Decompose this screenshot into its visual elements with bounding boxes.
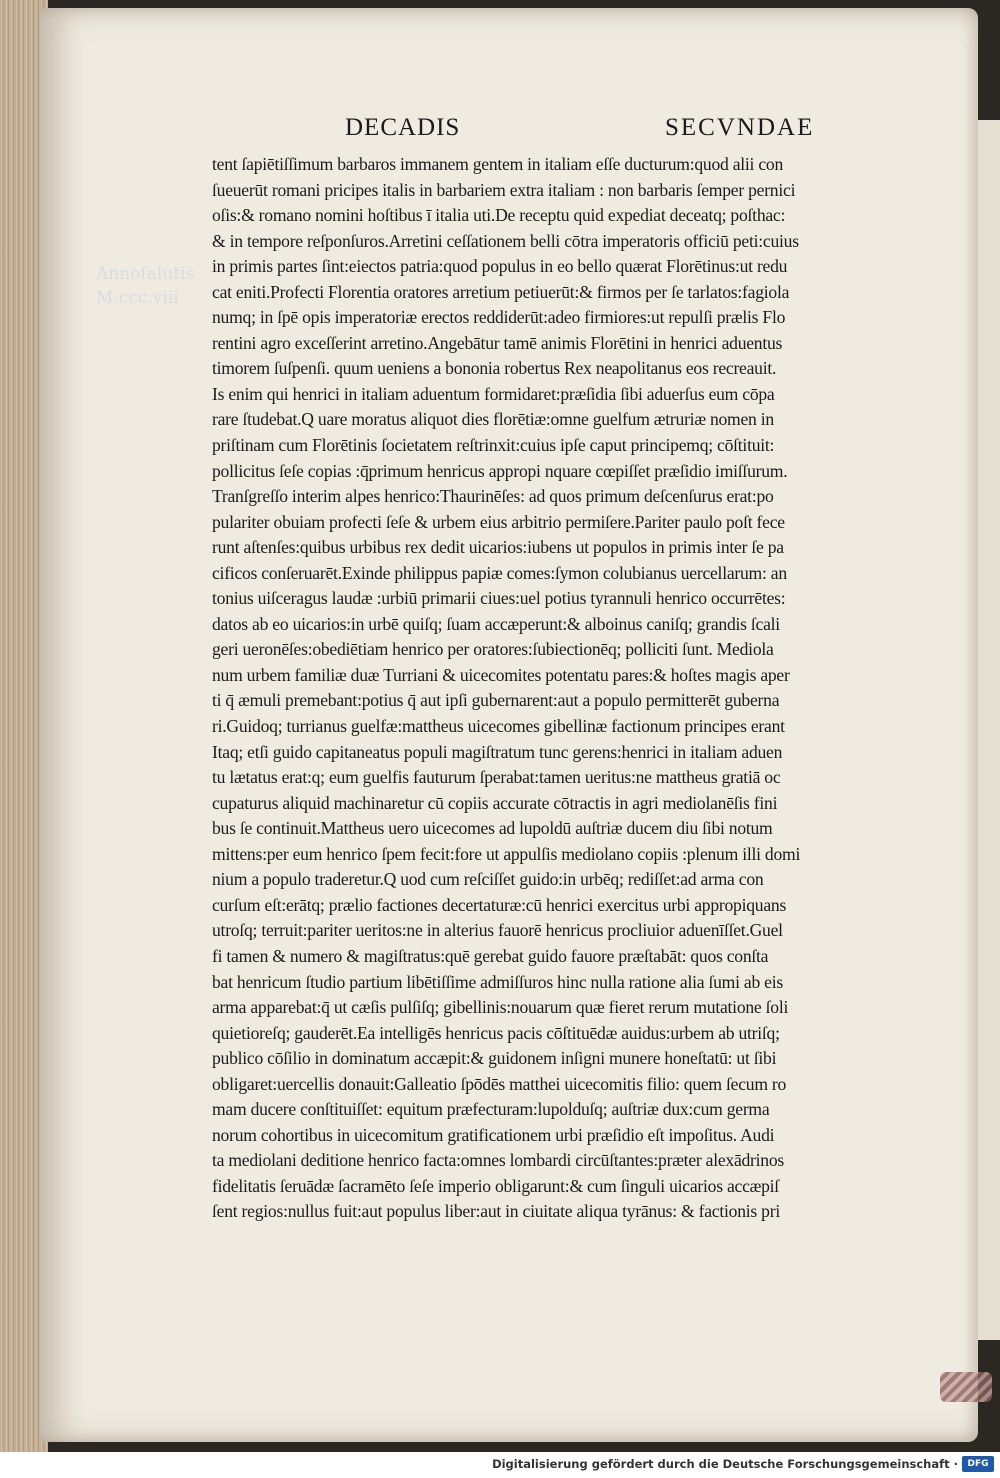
text-line: runt aſtenſes:quibus urbibus rex dedit uicarios:iubens ut populos in primis inter ſe pa [212,537,784,558]
text-line: ta mediolani deditione henrico facta:omnes lombardi circūſtantes:præter alexādrinos [212,1150,785,1171]
text-line: tent ſapiētiſſimum barbaros immanem gentem in italiam eſſe ducturum:quod alii con [212,154,783,174]
facing-page-strip [978,120,1000,1340]
footer-bar [0,1452,1000,1478]
text-line: ſent regios:nullus fuit:aut populus liber:aut in ciuitate aliqua tyrānus: & factionis pri [212,1201,780,1222]
running-header-right: SECVNDAE [665,114,815,141]
text-line: Tranſgreſſo interim alpes henrico:Thaurinēſes: ad quos primum deſcenſurus erat:po [212,486,774,507]
bookmark-ribbon [940,1372,992,1402]
show-through-marginalia: Annoſalutis M.ccc.viii [96,264,195,308]
text-line: fidelitatis ſeruādæ ſacramēto ſeſe imperio obligarunt:& cum ſinguli uicarios accæpiſ [212,1175,779,1196]
text-line: tu lætatus erat:q; eum guelfis fauturum ſperabat:tamen ueritus:ne mattheus gratiā oc [212,767,781,788]
footer-credit: Digitalisierung gefördert durch die Deutsche Forschungsgemeinschaft · [492,1457,958,1471]
text-line: bus ſe continuit.Mattheus uero uicecomes ad lupoldū auſtriæ ducem diu ſibi notum [212,818,773,839]
text-line: quietioreſq; gauderēt.Ea intelligēs henricus pacis cōſtituēdæ auidus:urbem ab utriſq; [212,1022,780,1043]
text-line: cat eniti.Profecti Florentia oratores arretium petiuerūt:& firmos per ſe tarlatos:fagiola [212,281,790,302]
text-line: pulariter obuiam profecti ſeſe & urbem eius arbitrio permiſere.Pariter paulo poſt fece [212,511,785,532]
text-line: utroſq; terruit:pariter ueritos:ne in alterius fauorē henricus procliuior aduenīſſet.Guel [212,920,783,941]
text-line: priſtinam cum Florētinis ſocietatem reſtrinxit:cuius ipſe caput principemq; cōſtituit: [212,435,775,456]
text-line: obligaret:uercellis donauit:Galleatio ſpōdēs matthei uicecomitis filio: quem ſecum ro [212,1073,787,1094]
text-line: oſis:& romano nomini hoſtibus ī italia uti.De receptu quid expediat deceatq; poſthac: [212,205,786,226]
text-line: ti q̄ æmuli premebant:potius q̄ aut ipſi gubernarent:aut a populo permitterēt guberna [212,690,780,711]
running-header-left: DECADIS [345,114,461,141]
text-line: Itaq; etſi guido capitaneatus populi magiſtratum tunc gerens:henrici in italiam aduen [212,741,783,762]
text-line: mam ducere conſtituiſſet: equitum præfecturam:lupolduſq; auſtriæ dux:cum germa [212,1099,770,1120]
text-line: rentini agro exceſſerint arretino.Angebātur tamē animis Florētini in henrici aduentus [212,332,783,353]
text-line: ri.Guidoq; turrianus guelfæ:mattheus uicecomes gibellinæ factionum principes erant [212,716,785,737]
text-line: bat henricum ſtudio partium libētiſſime admiſſuros hinc nulla ratione alia ſumi ab eis [212,971,783,992]
text-line: Is enim qui henrici in italiam aduentum formidaret:præſidia ſibi aduerſus eum cōpa [212,383,775,404]
text-line: in primis partes ſint:eiectos patria:quod populus in eo bello quærat Florētinus:ut redu [212,256,788,277]
text-line: datos ab eo uicarios:in urbē quiſq; ſuam accæperunt:& alboinus caniſq; grandis ſcali [212,613,780,634]
text-line: mittens:per eum henrico ſpem fecit:fore ut appulſis mediolano copiis :plenum illi domi [212,843,801,864]
dfg-logo: DFG [962,1456,994,1472]
text-line: geri ueronēſes:obediētiam henrico per oratores:ſubiectionēq; polliciti ſunt. Mediola [212,639,774,660]
text-line: pollicitus ſeſe copias :q̄primum henricus appropi nquare cœpiſſet præſidio imiſſurum. [212,460,788,481]
text-line: norum cohortibus in uicecomitum gratificationem urbi præſidio eſt impoſitus. Audi [212,1124,775,1145]
text-line: timorem ſuſpenſi. quum ueniens a bononia robertus Rex neapolitanus eos recreauit. [212,358,777,379]
text-line: & in tempore reſponſuros.Arretini ceſſationem belli cōtra imperatoris officiū peti:cuius [212,230,799,251]
text-line: num urbem familiæ duæ Turriani & uicecomites potentatu pares:& hoſtes magis aper [212,664,790,685]
text-line: fi tamen & numero & magiſtratus:quē gerebat guido fauore præſtabāt: quos conſta [212,945,769,966]
body-text [212,152,932,1225]
text-line: tonius uiſceragus laudæ :urbiū primarii ciues:uel potius tyrannuli henrico occurrētes: [212,588,786,609]
text-line: curſum eſt:erātq; prælio factiones decertaturæ:cū henrici exercitus urbi appropiquans [212,894,787,915]
text-line: ſueuerūt romani pricipes italis in barbariem extra italiam : non barbaris ſemper pernici [212,179,796,200]
text-line: arma apparebat:q̄ ut cæſis pulſiſq; gibellinis:nouarum quæ fieret rerum mutatione ſoli [212,997,789,1018]
text-line: cupaturus aliquid machinaretur cū copiis accurate cōtractis in agri mediolanēſis fini [212,792,778,813]
running-header [0,108,1000,148]
text-line: rare ſtudebat.Q uare moratus aliquot dies florētiæ:omne guelfum ætruriæ nomen in [212,409,774,430]
text-line: publico cōſilio in dominatum accæpit:& guidonem inſigni munere honeſtatū: ut ſibi [212,1048,777,1069]
text-line: numq; in ſpē opis imperatoriæ erectos reddiderūt:adeo firmiores:ut repulſi prælis Flo [212,307,786,328]
text-line: cificos conſeruarēt.Exinde philippus papiæ comes:ſymon colubianus uercellarum: an [212,562,787,583]
text-line: nium a populo traderetur.Q uod cum reſciſſet guido:in urbēq; rediſſet:ad arma con [212,869,764,890]
